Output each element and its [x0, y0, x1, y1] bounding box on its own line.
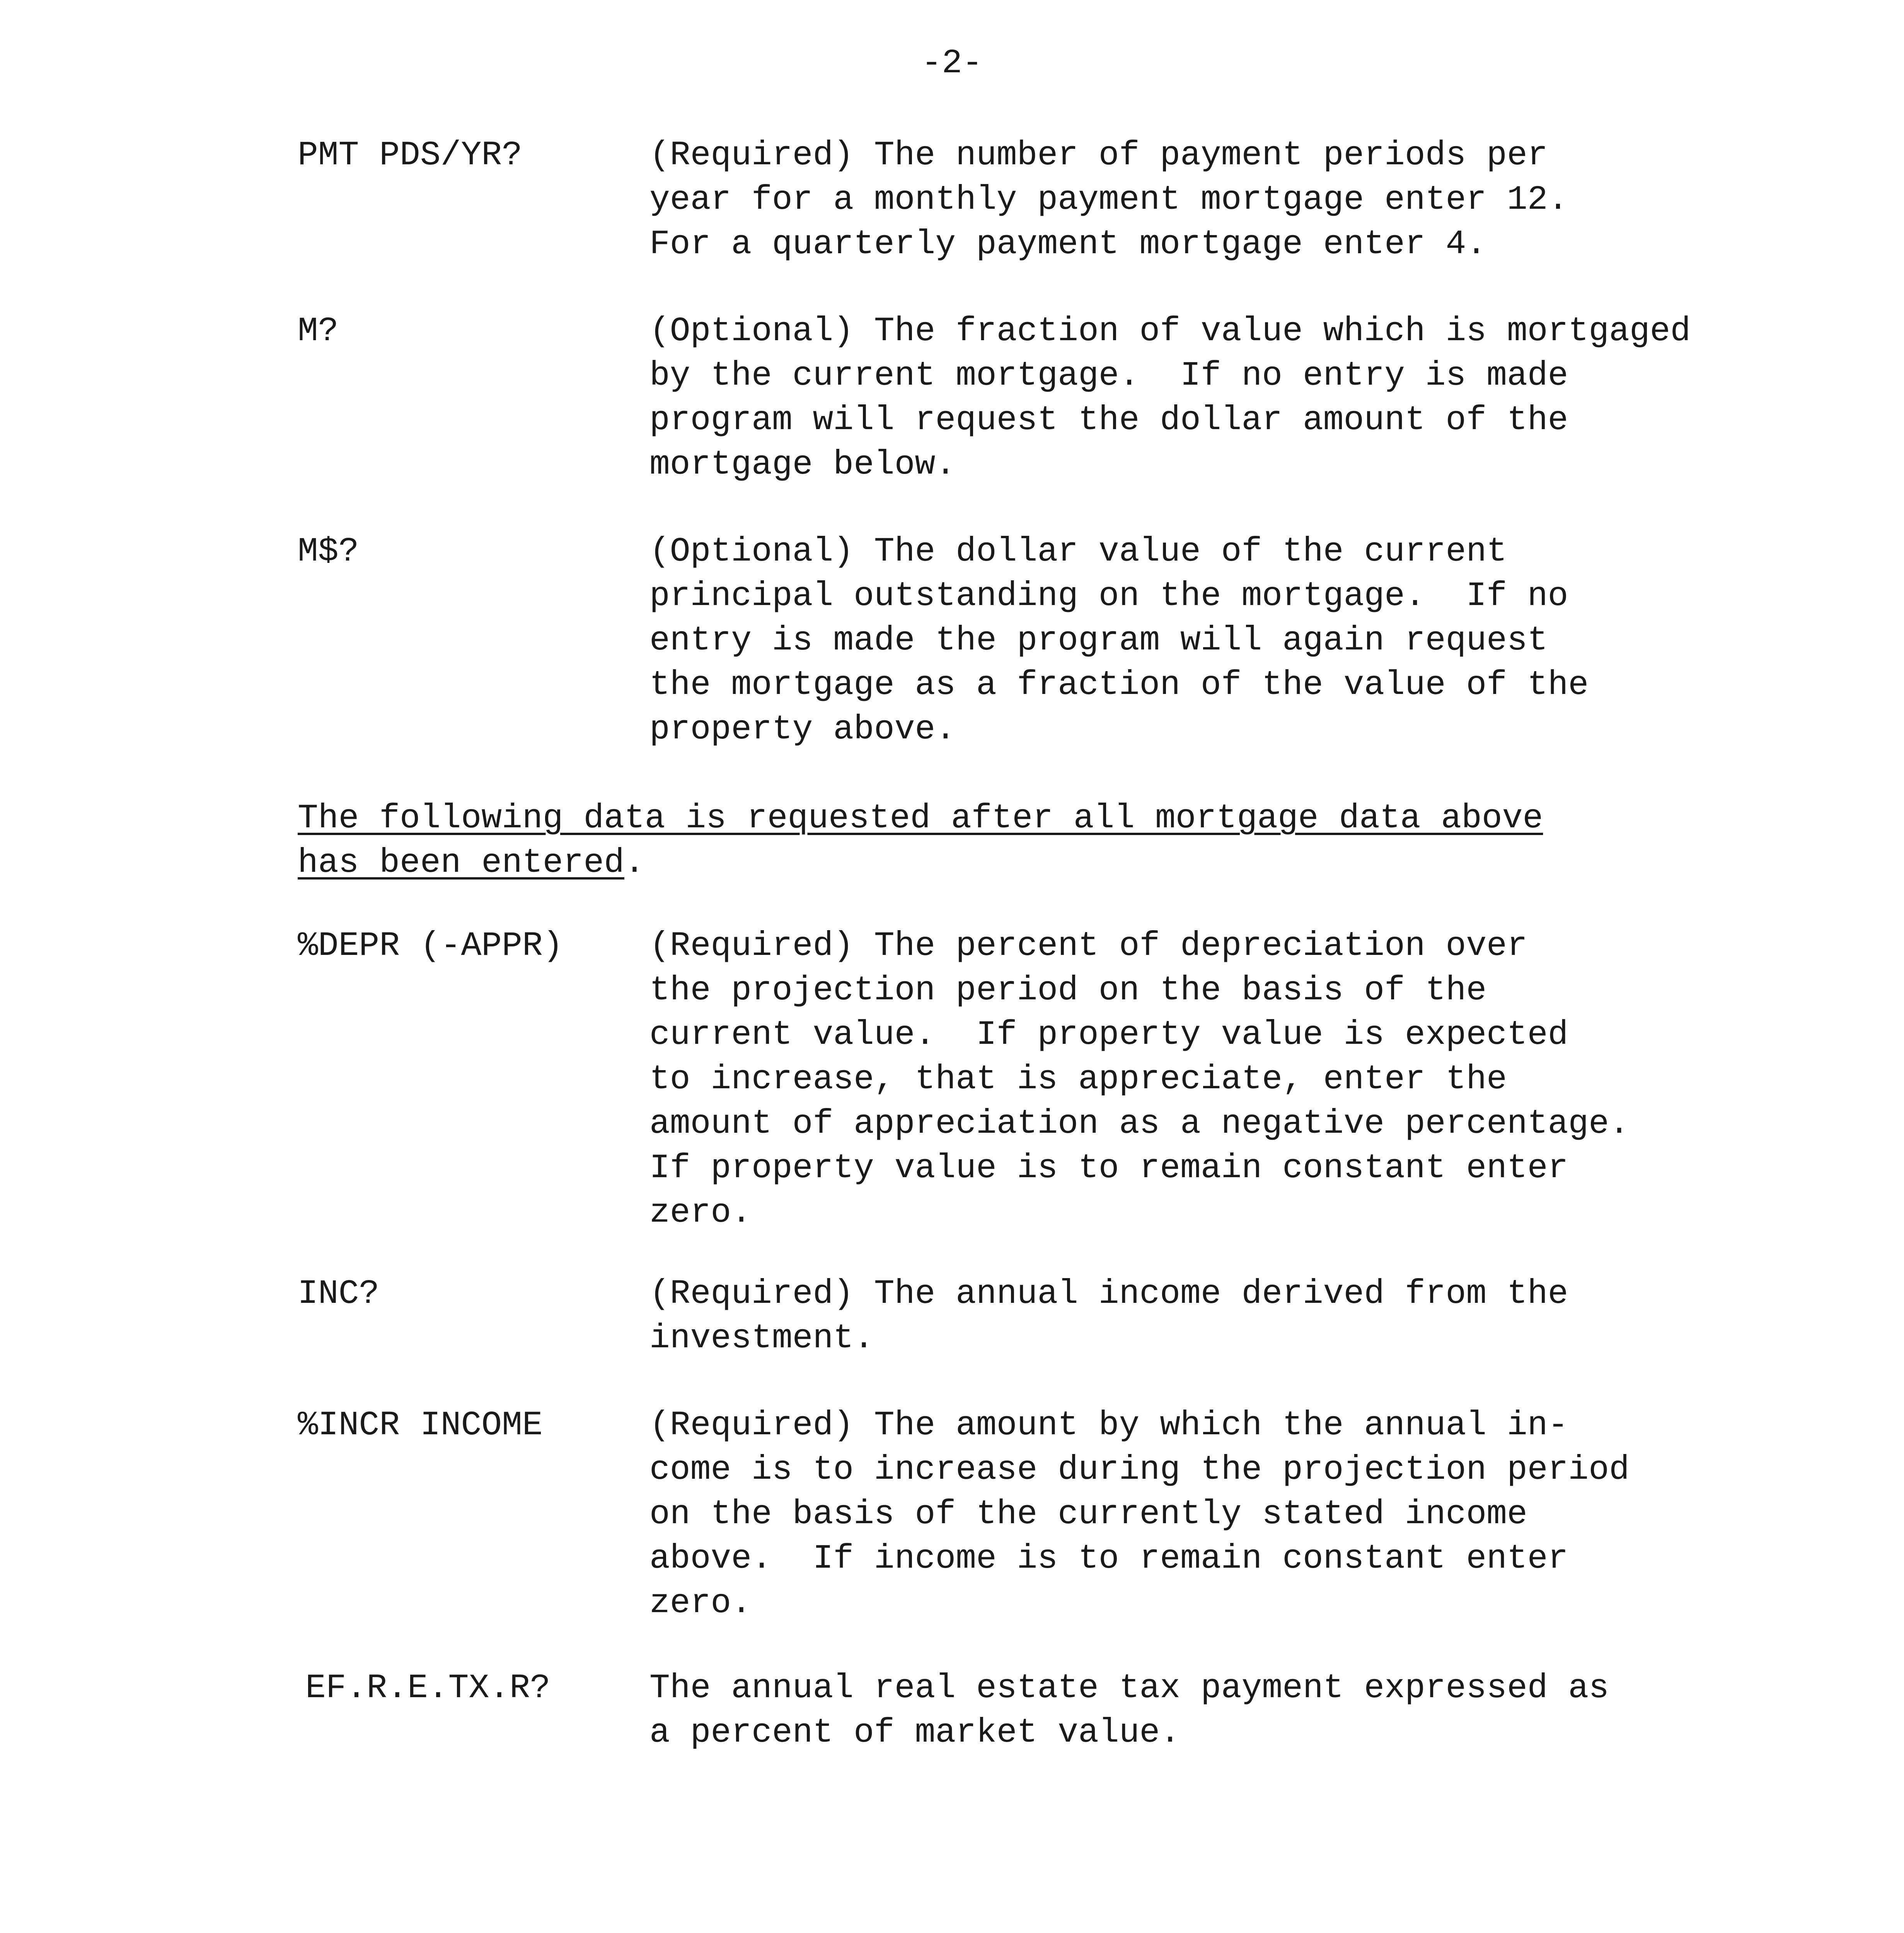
- description-line: For a quarterly payment mortgage enter 4.: [649, 225, 1487, 264]
- entry-description: [649, 924, 1848, 1235]
- description-line: on the basis of the currently stated income: [649, 1495, 1527, 1534]
- entry-description: [649, 1666, 1848, 1755]
- description-line: (Required) The amount by which the annual in-: [649, 1406, 1568, 1445]
- entry-term: M$?: [298, 533, 359, 571]
- description-line: If property value is to remain constant enter: [649, 1149, 1568, 1188]
- description-line: the mortgage as a fraction of the value of the: [649, 666, 1589, 704]
- section-note-line: The following data is requested after all mortgage data above: [298, 799, 1543, 838]
- description-line: investment.: [649, 1319, 874, 1358]
- entry-description: [649, 1272, 1848, 1361]
- entry-description: [649, 530, 1848, 752]
- entry-term: %DEPR (-APPR): [298, 927, 563, 965]
- description-line: (Optional) The fraction of value which is mortgaged: [649, 312, 1691, 351]
- description-line: current value. If property value is expected: [649, 1016, 1568, 1054]
- description-line: zero.: [649, 1584, 752, 1623]
- description-line: (Required) The percent of depreciation over: [649, 927, 1527, 965]
- description-line: (Required) The annual income derived from the: [649, 1275, 1568, 1313]
- section-note-period: .: [624, 844, 645, 882]
- description-line: a percent of market value.: [649, 1714, 1181, 1752]
- description-line: principal outstanding on the mortgage. If no: [649, 577, 1568, 615]
- description-line: program will request the dollar amount of the: [649, 401, 1568, 440]
- page-number: -2-: [921, 44, 983, 83]
- entry-term: EF.R.E.TX.R?: [305, 1669, 551, 1708]
- description-line: come is to increase during the projection period: [649, 1451, 1630, 1489]
- description-line: to increase, that is appreciate, enter the: [649, 1060, 1507, 1099]
- entry-description: [649, 133, 1848, 267]
- description-line: year for a monthly payment mortgage enter 12.: [649, 181, 1568, 219]
- entry-description: [649, 309, 1848, 487]
- description-line: above. If income is to remain constant enter: [649, 1540, 1568, 1578]
- description-line: The annual real estate tax payment expressed as: [649, 1669, 1609, 1708]
- description-line: the projection period on the basis of the: [649, 972, 1487, 1010]
- description-line: mortgage below.: [649, 446, 956, 484]
- description-line: amount of appreciation as a negative percentage.: [649, 1105, 1630, 1143]
- description-line: zero.: [649, 1194, 752, 1232]
- section-note-line: has been entered: [298, 844, 624, 882]
- description-line: entry is made the program will again request: [649, 622, 1548, 660]
- entry-term: PMT PDS/YR?: [298, 136, 522, 175]
- entry-term: M?: [298, 312, 339, 351]
- description-line: (Required) The number of payment periods per: [649, 136, 1548, 175]
- section-note: [298, 796, 1543, 885]
- entry-description: [649, 1403, 1848, 1626]
- description-line: (Optional) The dollar value of the current: [649, 533, 1507, 571]
- entry-term: %INCR INCOME: [298, 1406, 543, 1445]
- entry-term: INC?: [298, 1275, 380, 1313]
- description-line: by the current mortgage. If no entry is made: [649, 357, 1568, 395]
- description-line: property above.: [649, 711, 956, 749]
